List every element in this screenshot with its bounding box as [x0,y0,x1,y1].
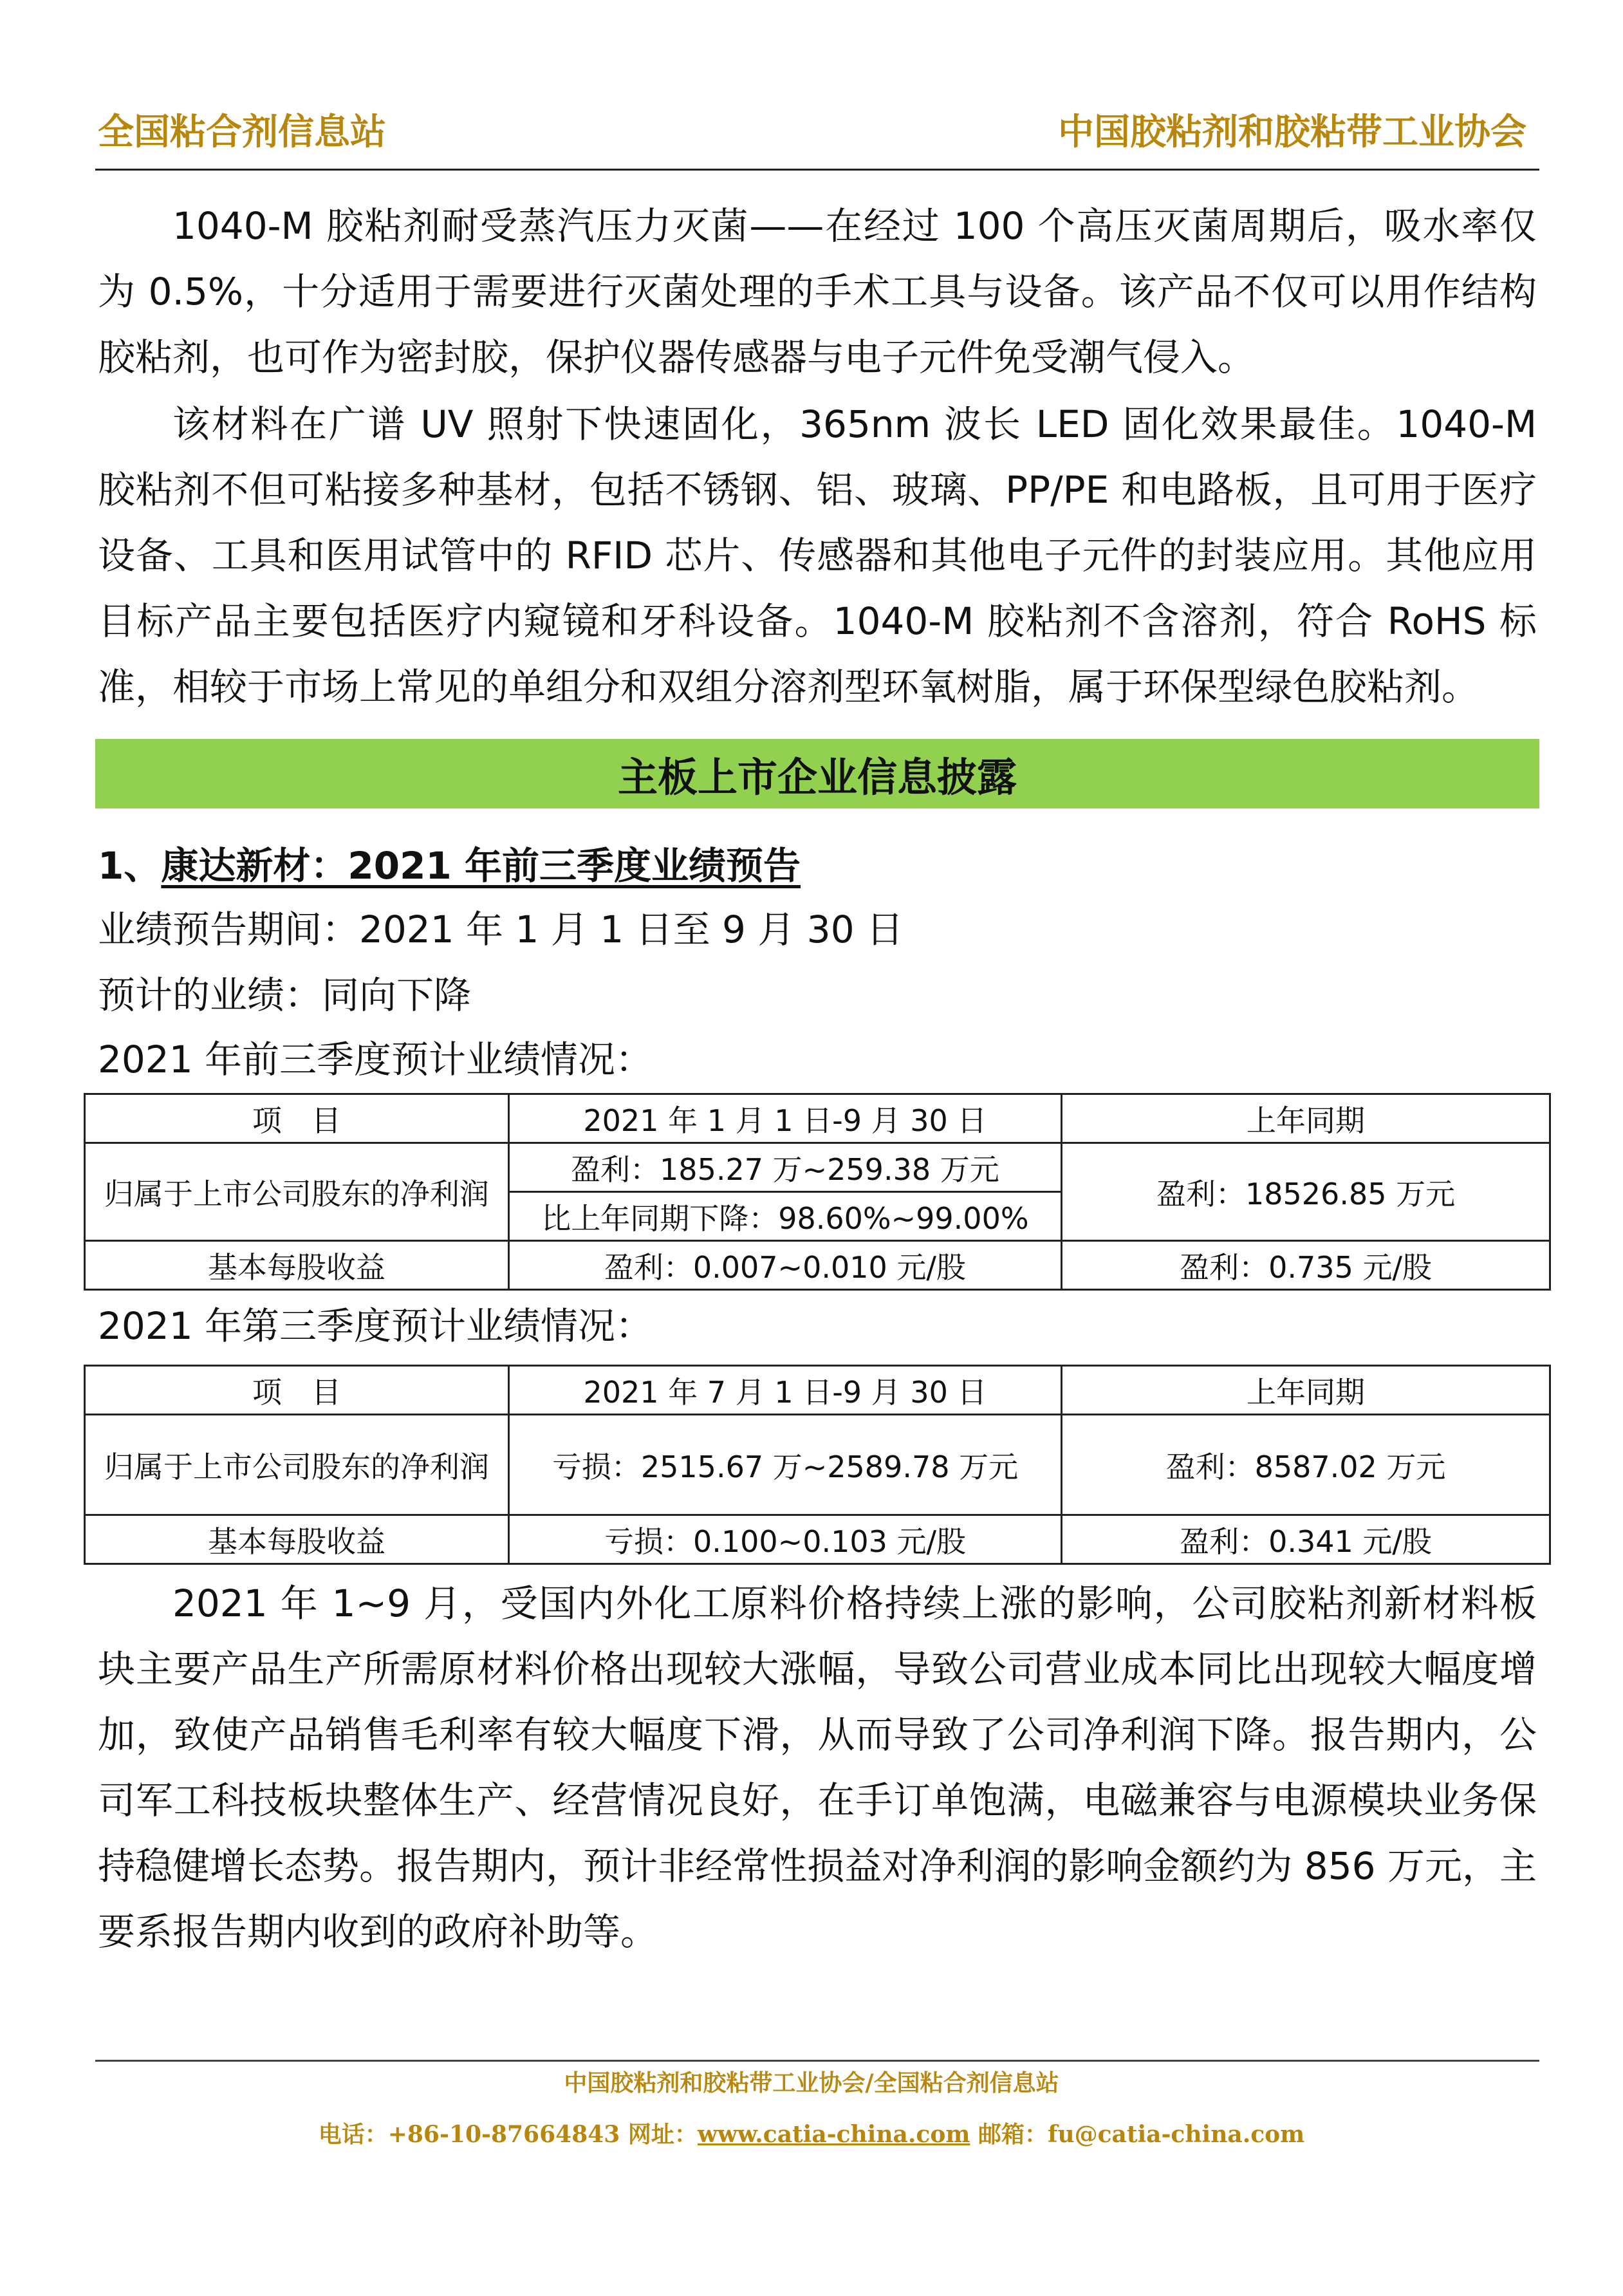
table-row [85,1415,1550,1515]
paragraph-performance-analysis: 2021 年 1~9 月，受国内外化工原料价格持续上涨的影响，公司胶粘剂新材料板块主要产品生产所需原材料价格出现较大涨幅，导致公司营业成本同比出现较大幅度增加，致使产品销售毛利率有较大幅度下滑，从而导致了公司净利润下降。报告期内，公司军工科技板块整体生产、经营情况良好，在手订单饱满，电磁兼容与电源模块业务保持稳健增长态势。报告期内，预计非经常性损益对净利润的影响金额约为 856 万元，主要系报告期内收到的政府补助等。 [98,1582,1537,1954]
header-site-name: 全国粘合剂信息站 [98,111,386,153]
cell-decline-rate: 比上年同期下降：98.60%~99.00% [508,1192,1061,1241]
row-label-eps: 基本每股收益 [85,1241,509,1290]
section-banner [95,739,1539,808]
table-third-quarter [84,1365,1551,1565]
table-row [85,1143,1550,1192]
cell-current-profit: 盈利：185.27 万~259.38 万元 [508,1143,1061,1192]
cell-prior-eps: 盈利：0.341 元/股 [1062,1515,1550,1564]
footer-phone: 电话：+86-10-87664843 网址： [318,2121,698,2148]
paragraph-sterilization: 1040-M 胶粘剂耐受蒸汽压力灭菌——在经过 100 个高压灭菌周期后，吸水率仅为 0.5%，十分适用于需要进行灭菌处理的手术工具与设备。该产品不仅可以用作结构胶粘剂，也可作为密封胶，保护仪器传感器与电子元件免受潮气侵入。 [98,204,1537,379]
table-header-cell: 上年同期 [1062,1366,1550,1415]
cell-current-loss: 亏损：2515.67 万~2589.78 万元 [508,1415,1061,1515]
table-row [85,1241,1550,1290]
paragraph-uv-curing: 该材料在广谱 UV 照射下快速固化，365nm 波长 LED 固化效果最佳。1040-M 胶粘剂不但可粘接多种基材，包括不锈钢、铝、玻璃、PP/PE 和电路板，且可用于医疗设备、工具和医用试管中的 RFID 芯片、传感器和其他电子元件的封装应用。其他应用目标产品主要包括医疗内窥镜和牙科设备。1040-M 胶粘剂不含溶剂，符合 RoHS 标准，相较于市场上常见的单组分和双组分溶剂型环氧树脂，属于环保型绿色胶粘剂。 [98,402,1537,709]
cell-prior-profit: 盈利：18526.85 万元 [1062,1143,1550,1241]
row-label-net-profit: 归属于上市公司股东的净利润 [85,1415,509,1515]
table-header-cell: 项 目 [85,1094,509,1143]
footer-email: 邮箱：fu@catia-china.com [970,2121,1305,2148]
row-label-eps: 基本每股收益 [85,1515,509,1564]
forecast-period: 业绩预告期间：2021 年 1 月 1 日至 9 月 30 日 [98,908,904,951]
footer-organizations: 中国胶粘剂和胶粘带工业协会/全国粘合剂信息站 [564,2069,1059,2096]
table-header-row [85,1366,1550,1415]
forecast-performance: 预计的业绩：同向下降 [98,973,472,1017]
company-section-title [98,840,801,891]
cell-current-eps: 亏损：0.100~0.103 元/股 [508,1515,1061,1564]
table-row [85,1515,1550,1564]
header-divider [95,169,1539,171]
footer-divider [95,2060,1539,2062]
row-label-net-profit: 归属于上市公司股东的净利润 [85,1143,509,1241]
header-association-name: 中国胶粘剂和胶粘带工业协会 [1058,111,1526,153]
table-header-cell: 项 目 [85,1366,509,1415]
cell-prior-profit: 盈利：8587.02 万元 [1062,1415,1550,1515]
footer-contact [0,2123,1623,2146]
table1-caption: 2021 年前三季度预计业绩情况： [98,1038,653,1081]
section-number: 1、 [98,844,162,888]
footer-website-link[interactable]: www.catia-china.com [697,2121,970,2148]
section-banner-title: 主板上市企业信息披露 [617,753,1017,801]
table-header-row [85,1094,1550,1143]
table-header-cell: 上年同期 [1062,1094,1550,1143]
section-title-link: 康达新材：2021 年前三季度业绩预告 [161,844,801,888]
cell-prior-eps: 盈利：0.735 元/股 [1062,1241,1550,1290]
table-first-three-quarters [84,1093,1551,1291]
cell-current-eps: 盈利：0.007~0.010 元/股 [508,1241,1061,1290]
table2-caption: 2021 年第三季度预计业绩情况： [98,1304,653,1348]
table-header-cell: 2021 年 1 月 1 日-9 月 30 日 [508,1094,1061,1143]
table-header-cell: 2021 年 7 月 1 日-9 月 30 日 [508,1366,1061,1415]
